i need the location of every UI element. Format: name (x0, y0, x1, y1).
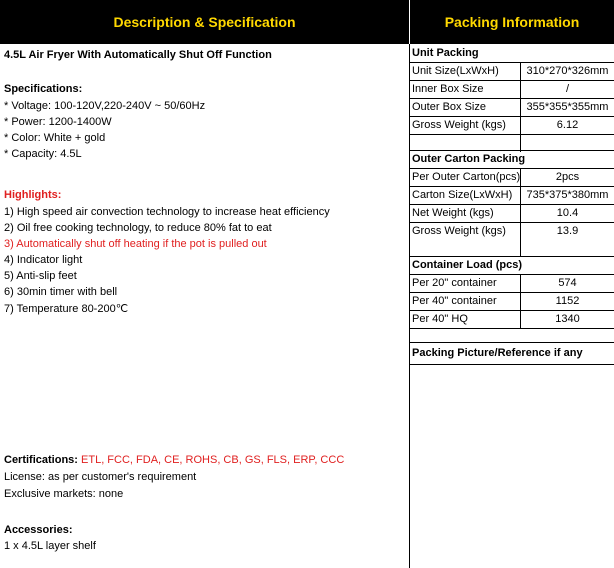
row-value: 2pcs (555, 171, 580, 183)
description-header: Description & Specification (0, 0, 409, 44)
row-value: 6.12 (556, 119, 579, 131)
row-label: Gross Weight (kgs) (410, 117, 521, 134)
accessories-item: 1 x 4.5L layer shelf (4, 540, 96, 552)
product-title: 4.5L Air Fryer With Automatically Shut Off Function (4, 49, 272, 61)
table-row (410, 116, 614, 134)
exclusive-markets-line: Exclusive markets: none (4, 488, 124, 500)
highlight-item: 2) Oil free cooking technology, to reduce 80% fat to eat (4, 222, 272, 234)
table-row (410, 310, 614, 328)
row-value: / (565, 83, 570, 95)
section-divider (410, 256, 614, 257)
highlight-item: 4) Indicator light (4, 254, 83, 266)
table-row (410, 222, 614, 256)
row-value: 1340 (555, 313, 580, 325)
highlights-heading: Highlights: (4, 189, 62, 201)
license-line: License: as per customer's requirement (4, 471, 197, 483)
spec-item: * Voltage: 100-120V,220-240V ~ 50/60Hz (4, 100, 206, 112)
spec-item: * Color: White + gold (4, 132, 106, 144)
table-row (410, 168, 614, 186)
section-divider (410, 364, 614, 365)
highlight-item: 5) Anti-slip feet (4, 270, 77, 282)
row-label: Unit Size(LxWxH) (410, 63, 521, 80)
certifications-line (4, 453, 344, 467)
packing-header: Packing Information (410, 0, 614, 44)
row-value: 310*270*326mm (526, 65, 609, 77)
table-row (410, 80, 614, 98)
row-label: Per 40" HQ (410, 311, 521, 328)
row-label: Inner Box Size (410, 81, 521, 98)
accessories-heading: Accessories: (4, 524, 73, 536)
row-label: Gross Weight (kgs) (410, 223, 521, 256)
row-value: 735*375*380mm (526, 189, 609, 201)
row-value: 574 (558, 277, 577, 289)
table-row (410, 274, 614, 292)
row-label: Per 40" container (410, 293, 521, 310)
table-row (410, 98, 614, 116)
row-label: Outer Box Size (410, 99, 521, 116)
section-divider (410, 342, 614, 343)
certifications-label: Certifications: (4, 454, 78, 466)
section-divider (410, 328, 614, 329)
outer-carton-heading: Outer Carton Packing (412, 153, 526, 165)
row-label: Per 20" container (410, 275, 521, 292)
table-row (410, 186, 614, 204)
row-label: Per Outer Carton(pcs) (410, 169, 521, 186)
spec-item: * Power: 1200-1400W (4, 116, 112, 128)
row-value: 1152 (555, 295, 580, 307)
table-row (410, 292, 614, 310)
table-row (410, 62, 614, 80)
highlight-item: 3) Automatically shut off heating if the pot is pulled out (4, 238, 267, 250)
row-value: 10.4 (556, 207, 579, 219)
row-label: Carton Size(LxWxH) (410, 187, 521, 204)
highlight-item: 1) High speed air convection technology to increase heat efficiency (4, 206, 330, 218)
row-value: 355*355*355mm (526, 101, 609, 113)
row-label: Net Weight (kgs) (410, 205, 521, 222)
description-panel (0, 44, 409, 568)
packing-picture-heading: Packing Picture/Reference if any (412, 347, 583, 359)
container-load-heading: Container Load (pcs) (412, 259, 523, 271)
packing-panel (410, 44, 614, 568)
spec-item: * Capacity: 4.5L (4, 148, 82, 160)
certifications-value: ETL, FCC, FDA, CE, ROHS, CB, GS, FLS, ERP, CCC (77, 454, 345, 466)
table-row (410, 204, 614, 222)
highlight-item: 7) Temperature 80-200℃ (4, 303, 129, 315)
row-value: 13.9 (556, 225, 579, 237)
specs-heading: Specifications: (4, 83, 83, 95)
section-divider (410, 150, 614, 151)
unit-packing-heading: Unit Packing (412, 47, 479, 59)
highlight-item: 6) 30min timer with bell (4, 286, 118, 298)
